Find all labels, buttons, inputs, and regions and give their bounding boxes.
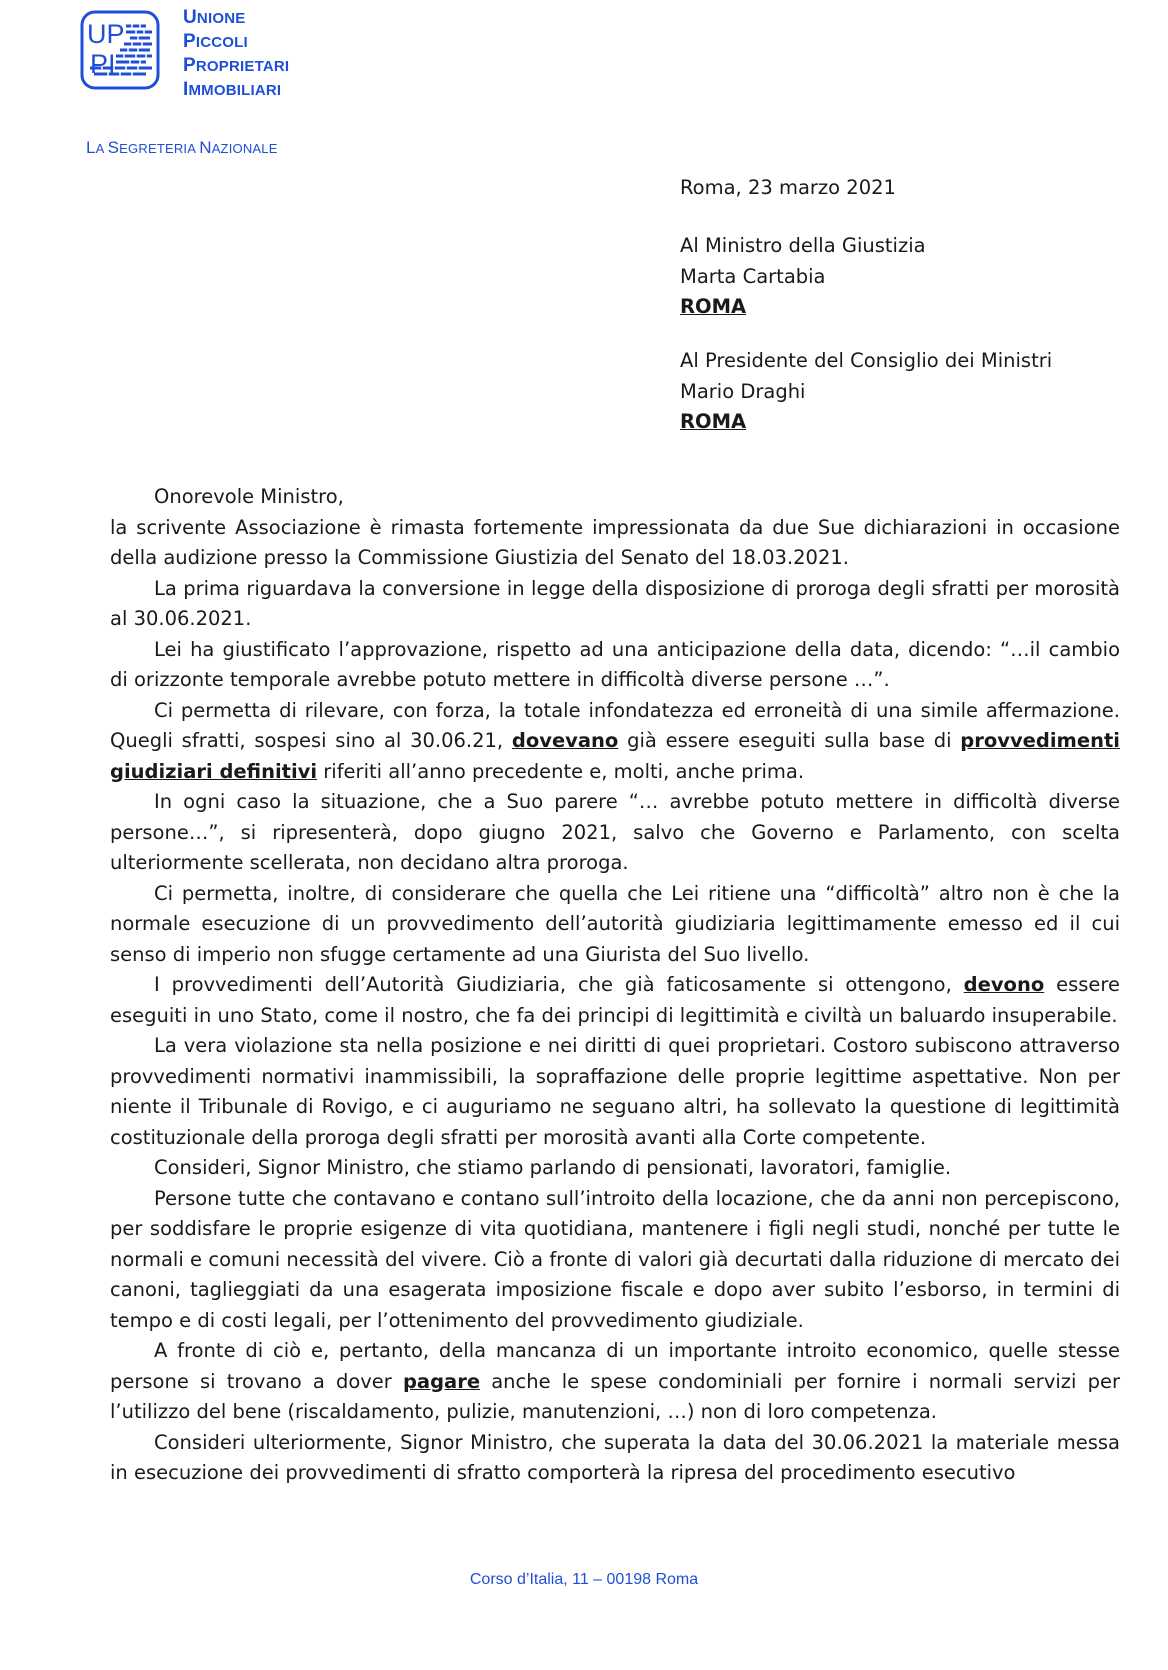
emphasis: provvedimenti giudiziari definitivi: [110, 729, 1120, 783]
org-name-line: IMMOBILIARI: [183, 79, 282, 100]
secretariat-label: LA SEGRETERIA NAZIONALE: [86, 138, 278, 157]
paragraph: Ci permetta, inoltre, di considerare che quella che Lei ritiene una “difficoltà” altro non è che la normale esecuzione di un provvedimento dell’autorità giudiziaria legittimamente emesso ed il cui senso di imperio non sfugge certamente ad una Giurista del Suo livello.: [110, 881, 1120, 966]
letter-body: [110, 482, 1120, 1489]
org-name-line: PICCOLI: [183, 31, 248, 52]
org-name-line: UNIONE: [183, 7, 246, 28]
recipient-president: [680, 346, 1052, 438]
organization-name: [183, 6, 289, 102]
salutation: Onorevole Ministro,: [154, 485, 344, 508]
paragraph: Persone tutte che contavano e contano sull’introito della locazione, che da anni non percepiscono, per soddisfare le proprie esigenze di vita quotidiana, mantenere i figli negli studi, nonché per tutte le normali e comuni necessità del vivere. Ciò a fronte di valori già decurtati dalla riduzione di mercato dei canoni, taglieggiati da una esagerata imposizione fiscale e dopo aver subito l’esborso, in termini di tempo e di costi legali, per l’ottenimento del provvedimento giudiziale.: [110, 1186, 1120, 1332]
paragraph: Lei ha giustificato l’approvazione, rispetto ad una anticipazione della data, dicendo: “…il cambio di orizzonte temporale avrebbe potuto mettere in difficoltà diverse persone …”.: [110, 637, 1120, 691]
org-name-line: PROPRIETARI: [183, 55, 290, 76]
paragraph: A fronte di ciò e, pertanto, della mancanza di un importante introito economico, quelle stesse persone si trovano a dover pagare anche le spese condominiali per fornire i normali servizi per l’utilizzo del bene (riscaldamento, pulizie, manutenzioni, …) non di loro competenza.: [110, 1339, 1120, 1423]
footer-address: Corso d’Italia, 11 – 00198 Roma: [469, 1571, 699, 1588]
emphasis: pagare: [402, 1369, 481, 1393]
place-date: Roma, 23 marzo 2021: [680, 176, 896, 199]
paragraph: Consideri ulteriormente, Signor Ministro, che superata la data del 30.06.2021 la materiale messa in esecuzione dei provvedimenti di sfratto comporterà la ripresa del procedimento esecutivo: [110, 1430, 1120, 1484]
paragraph: La vera violazione sta nella posizione e nei diritti di quei proprietari. Costoro subiscono attraverso provvedimenti normativi inammissibili, la sopraffazione delle proprie legittime aspettative. Non per niente il Tribunale di Rovigo, e ci auguriamo ne seguano altri, ha sollevato la questione di legittimità costituzionale della proroga degli sfratti per morosità avanti alla Corte competente.: [110, 1034, 1120, 1149]
svg-text:PI: PI: [90, 49, 116, 79]
recipient-name: Mario Draghi: [680, 379, 806, 403]
uppi-logo-icon: [80, 10, 160, 90]
emphasis: dovevano: [511, 729, 619, 752]
recipient-line: Al Ministro della Giustizia: [680, 234, 926, 257]
paragraph: Ci permetta di rilevare, con forza, la totale infondatezza ed erroneità di una simile affermazione. Quegli sfratti, sospesi sino al 30.06.21, dovevano già essere eseguiti sulla base di provvedimenti giudiziari definitivi riferiti all’anno precedente e, molti, anche prima.: [110, 698, 1120, 783]
recipient-minister: [680, 231, 926, 323]
paragraph: Consideri, Signor Ministro, che stiamo parlando di pensionati, lavoratori, famiglie.: [154, 1156, 952, 1179]
emphasis: devono: [963, 973, 1045, 996]
paragraph: La prima riguardava la conversione in legge della disposizione di proroga degli sfratti per morosità al 30.06.2021.: [110, 576, 1120, 630]
recipient-name: Marta Cartabia: [680, 264, 826, 288]
paragraph: I provvedimenti dell’Autorità Giudiziaria, che già faticosamente si ottengono, devono essere eseguiti in uno Stato, come il nostro, che fa dei principi di legittimità e civiltà un baluardo insuperabile.: [110, 973, 1120, 1027]
paragraph: In ogni caso la situazione, che a Suo parere “… avrebbe potuto mettere in difficoltà diverse persone…”, si ripresenterà, dopo giugno 2021, salvo che Governo e Parlamento, con scelta ulteriormente scellerata, non decidano altra proroga.: [110, 790, 1120, 874]
recipient-city: ROMA: [680, 295, 747, 318]
paragraph: la scrivente Associazione è rimasta fortemente impressionata da due Sue dichiarazioni in occasione della audizione presso la Commissione Giustizia del Senato del 18.03.2021.: [110, 515, 1120, 569]
svg-text:UP: UP: [87, 19, 125, 49]
recipient-line: Al Presidente del Consiglio dei Ministri: [680, 349, 1053, 372]
recipient-city: ROMA: [680, 410, 747, 433]
